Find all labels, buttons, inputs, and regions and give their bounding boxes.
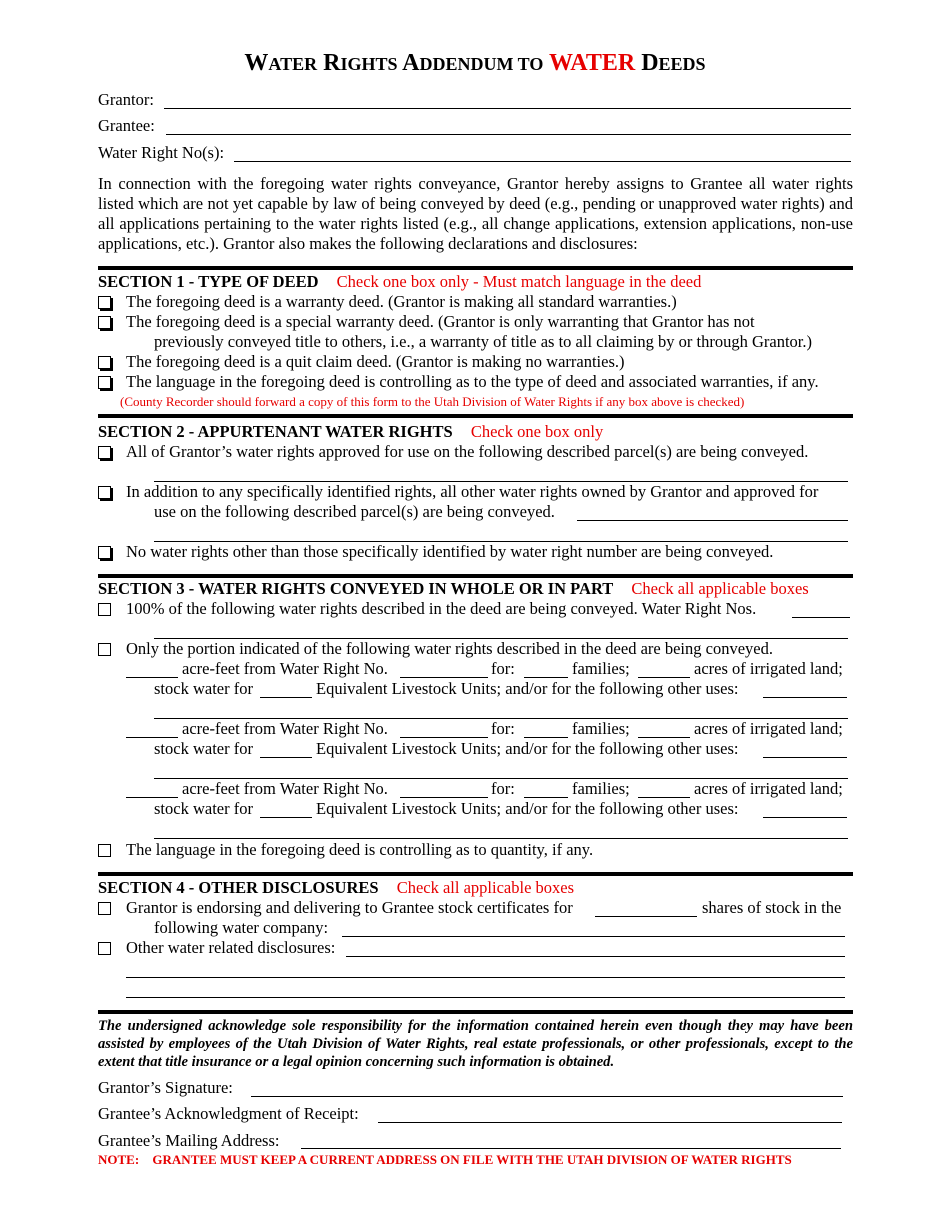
families-label: families; — [572, 779, 630, 798]
livestock-units-field[interactable] — [260, 697, 312, 698]
for-label: for: — [491, 659, 515, 678]
section3-portion-text: Only the portion indicated of the following water rights described in the deed are being conveyed. — [126, 639, 773, 658]
section2-parcel-field-2[interactable] — [577, 520, 848, 521]
intro-paragraph: In connection with the foregoing water rights conveyance, Grantor hereby assigns to Grantee all water rights listed which are not yet capable by law of being conveyed by deed (e.g., pending or unapproved water rights) and all applications pertaining to the water rights listed (e.g., all change applications, extension applications, non-use applications, etc.). Grantor also makes the following declarations and disclosures: — [98, 174, 853, 253]
acres-label: acres of irrigated land; — [694, 659, 843, 678]
acknowledgment-rule — [98, 1010, 853, 1014]
other-uses-field[interactable] — [763, 757, 847, 758]
other-uses-field-2[interactable] — [154, 838, 848, 839]
section2-title: SECTION 2 - APPURTENANT WATER RIGHTS — [98, 422, 453, 441]
section1-quit-claim-checkbox[interactable] — [98, 356, 111, 369]
section2-none-checkbox[interactable] — [98, 546, 111, 559]
section1-header — [98, 272, 701, 292]
water-right-no-field[interactable] — [400, 677, 488, 678]
families-label: families; — [572, 659, 630, 678]
families-field[interactable] — [524, 677, 568, 678]
section4-stock-text-b: shares of stock in the — [702, 898, 842, 917]
grantor-field[interactable] — [164, 108, 851, 109]
section1-warranty-checkbox[interactable] — [98, 296, 111, 309]
section4-stock-text: Grantor is endorsing and delivering to Grantee stock certificates for — [126, 898, 573, 917]
stock-water-label: stock water for — [154, 799, 253, 818]
section3-full-checkbox[interactable] — [98, 603, 111, 616]
grantee-ack-label: Grantee’s Acknowledgment of Receipt: — [98, 1104, 359, 1123]
section4-company-field[interactable] — [342, 936, 845, 937]
families-label: families; — [572, 719, 630, 738]
acknowledgment-paragraph: The undersigned acknowledge sole responsibility for the information contained herein even though they may have been assisted by employees of the Utah Division of Water Rights, real estate professionals, or other professionals, except to the extent that title insurance or a legal opinion concerning such information is obtained. — [98, 1018, 853, 1070]
section4-title: SECTION 4 - OTHER DISCLOSURES — [98, 878, 379, 897]
livestock-units-field[interactable] — [260, 817, 312, 818]
grantor-signature-field[interactable] — [251, 1096, 843, 1097]
section1-title: SECTION 1 - TYPE OF DEED — [98, 272, 319, 291]
acre-feet-label: acre-feet from Water Right No. — [182, 659, 388, 678]
livestock-units-field[interactable] — [260, 757, 312, 758]
grantee-field[interactable] — [166, 134, 851, 135]
elu-label: Equivalent Livestock Units; and/or for the following other uses: — [316, 739, 739, 758]
section2-none-text: No water rights other than those specifically identified by water right number are being conveyed. — [126, 542, 774, 561]
stock-water-label: stock water for — [154, 739, 253, 758]
note-text: GRANTEE MUST KEEP A CURRENT ADDRESS ON FILE WITH THE UTAH DIVISION OF WATER RIGHTS — [152, 1152, 792, 1167]
section2-rule — [98, 414, 853, 418]
grantee-address-field[interactable] — [301, 1148, 841, 1149]
elu-label: Equivalent Livestock Units; and/or for the following other uses: — [316, 799, 739, 818]
grantee-ack-field[interactable] — [378, 1122, 842, 1123]
section3-rule — [98, 574, 853, 578]
title-red-word: WATER — [548, 50, 636, 76]
section4-other-field-3[interactable] — [126, 997, 845, 998]
section4-other-label: Other water related disclosures: — [126, 938, 336, 957]
grantee-address-label: Grantee’s Mailing Address: — [98, 1131, 280, 1150]
for-label: for: — [491, 779, 515, 798]
acres-label: acres of irrigated land; — [694, 719, 843, 738]
for-label: for: — [491, 719, 515, 738]
section3-title: SECTION 3 - WATER RIGHTS CONVEYED IN WHOLE OR IN PART — [98, 579, 614, 598]
section4-other-field[interactable] — [346, 956, 845, 957]
section1-quit-claim-text: The foregoing deed is a quit claim deed. (Grantor is making no warranties.) — [126, 352, 625, 371]
section3-quantity-checkbox[interactable] — [98, 844, 111, 857]
section4-other-checkbox[interactable] — [98, 942, 111, 955]
families-field[interactable] — [524, 737, 568, 738]
section1-special-warranty-text: The foregoing deed is a special warranty deed. (Grantor is only warranting that Grantor has not — [126, 312, 755, 331]
section4-company-label: following water company: — [154, 918, 329, 937]
water-right-no-field[interactable] — [400, 737, 488, 738]
section1-rule — [98, 266, 853, 270]
acre-feet-field[interactable] — [126, 677, 178, 678]
acres-field[interactable] — [638, 677, 690, 678]
other-uses-field[interactable] — [763, 697, 847, 698]
acre-feet-field[interactable] — [126, 797, 178, 798]
section1-recorder-note: (County Recorder should forward a copy of this form to the Utah Division of Water Rights if any box above is checked) — [120, 394, 745, 409]
section1-controlling-text: The language in the foregoing deed is controlling as to the type of deed and associated warranties, if any. — [126, 372, 819, 391]
form-title: WATER RIGHTS ADDENDUM TO WATER DEEDS — [244, 50, 706, 76]
section1-instruction: Check one box only - Must match language in the deed — [336, 272, 702, 291]
section3-portion-checkbox[interactable] — [98, 643, 111, 656]
section2-all-rights-text: All of Grantor’s water rights approved for use on the following described parcel(s) are being conveyed. — [126, 442, 809, 461]
section1-special-warranty-checkbox[interactable] — [98, 316, 111, 329]
acre-feet-label: acre-feet from Water Right No. — [182, 719, 388, 738]
water-right-nos-label: Water Right No(s): — [98, 143, 225, 162]
families-field[interactable] — [524, 797, 568, 798]
water-right-nos-field[interactable] — [234, 161, 851, 162]
section4-rule — [98, 872, 853, 876]
stock-water-label: stock water for — [154, 679, 253, 698]
grantee-label: Grantee: — [98, 116, 155, 135]
section2-additional-rights-checkbox[interactable] — [98, 486, 111, 499]
section4-shares-field[interactable] — [595, 916, 697, 917]
section3-water-right-nos-field[interactable] — [792, 617, 850, 618]
section2-header — [98, 422, 603, 442]
section1-special-warranty-text-2: previously conveyed title to others, i.e., a warranty of title as to all claiming by or through Grantor.) — [154, 332, 812, 351]
section2-additional-rights-text: In addition to any specifically identified rights, all other water rights owned by Grantor and approved for — [126, 482, 819, 501]
elu-label: Equivalent Livestock Units; and/or for the following other uses: — [316, 679, 739, 698]
section2-instruction: Check one box only — [470, 422, 604, 441]
section4-instruction: Check all applicable boxes — [396, 878, 575, 897]
section4-other-field-2[interactable] — [126, 977, 845, 978]
grantor-label: Grantor: — [98, 90, 154, 109]
other-uses-field[interactable] — [763, 817, 847, 818]
section1-controlling-checkbox[interactable] — [98, 376, 111, 389]
section2-all-rights-checkbox[interactable] — [98, 446, 111, 459]
acres-label: acres of irrigated land; — [694, 779, 843, 798]
acres-field[interactable] — [638, 737, 690, 738]
grantor-signature-label: Grantor’s Signature: — [98, 1078, 233, 1097]
section2-additional-rights-text-2: use on the following described parcel(s) are being conveyed. — [154, 502, 555, 521]
section3-instruction: Check all applicable boxes — [631, 579, 809, 598]
section1-warranty-text: The foregoing deed is a warranty deed. (Grantor is making all standard warranties.) — [126, 292, 677, 311]
note-label: NOTE: — [98, 1152, 140, 1167]
section3-full-text: 100% of the following water rights described in the deed are being conveyed. Water Right Nos. — [126, 599, 757, 618]
section3-header — [98, 579, 809, 599]
section3-quantity-text: The language in the foregoing deed is controlling as to quantity, if any. — [126, 840, 594, 859]
acres-field[interactable] — [638, 797, 690, 798]
section4-stock-checkbox[interactable] — [98, 902, 111, 915]
acre-feet-field[interactable] — [126, 737, 178, 738]
section4-header — [98, 878, 574, 898]
acre-feet-label: acre-feet from Water Right No. — [182, 779, 388, 798]
water-right-no-field[interactable] — [400, 797, 488, 798]
address-note — [98, 1152, 792, 1168]
